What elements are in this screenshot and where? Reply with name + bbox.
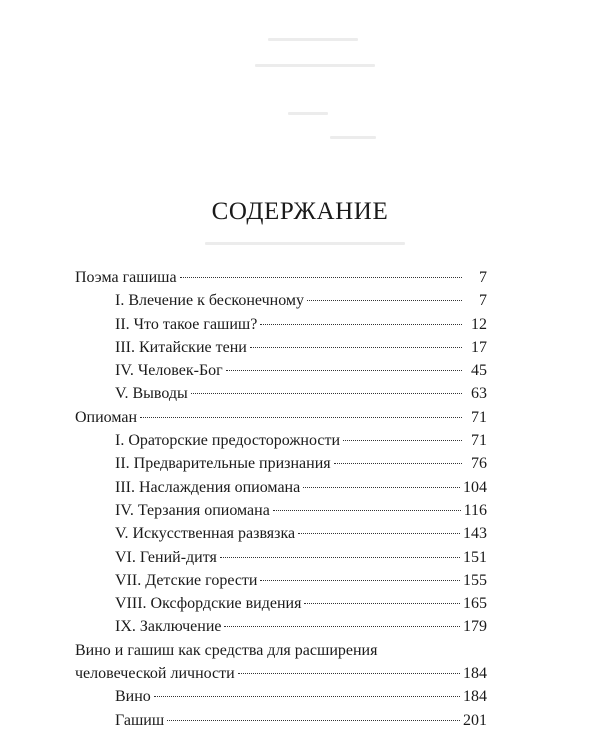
toc-entry bbox=[75, 546, 487, 569]
dot-leader bbox=[180, 277, 462, 278]
toc-entry-page: 7 bbox=[479, 292, 487, 310]
bleed-through-mark bbox=[255, 64, 375, 67]
dot-leader bbox=[154, 696, 460, 697]
toc-entry-title: VI. Гений-дитя bbox=[115, 548, 217, 566]
toc-entry-page: 63 bbox=[471, 385, 487, 403]
toc-entry-title: I. Ораторские предосторожности bbox=[115, 432, 341, 450]
toc-entry-page: 179 bbox=[463, 618, 487, 636]
toc-entry bbox=[75, 429, 487, 452]
toc-entry-title: II. Предварительные признания bbox=[115, 455, 331, 473]
toc-entry-page: 76 bbox=[471, 455, 487, 473]
toc-entry bbox=[75, 476, 487, 499]
toc-entry bbox=[75, 336, 487, 359]
dot-leader bbox=[298, 533, 460, 534]
toc-entry-title: V. Выводы bbox=[115, 385, 188, 403]
toc-entry-title: I. Влечение к бесконечному bbox=[115, 292, 305, 310]
dot-leader bbox=[191, 393, 462, 394]
toc-entry bbox=[75, 289, 487, 312]
bleed-through-mark bbox=[330, 136, 376, 139]
toc-entry-page: 104 bbox=[463, 478, 487, 496]
toc-entry-title: Опиоман bbox=[75, 408, 138, 426]
toc-entry-title-continued: человеческой личности bbox=[75, 665, 235, 683]
toc-entry-title: V. Искусственная развязка bbox=[115, 525, 296, 543]
dot-leader bbox=[273, 510, 461, 511]
toc-entry-title: VII. Детские горести bbox=[115, 571, 258, 589]
dot-leader bbox=[226, 370, 462, 371]
toc-entry bbox=[75, 313, 487, 336]
toc-entry bbox=[75, 452, 487, 475]
dot-leader bbox=[304, 603, 460, 604]
toc-entry-page: 184 bbox=[463, 665, 487, 683]
toc-entry-title: IV. Человек-Бог bbox=[115, 362, 223, 380]
toc-entry-page: 17 bbox=[471, 338, 487, 356]
toc-entry bbox=[75, 266, 487, 289]
dot-leader bbox=[250, 347, 462, 348]
toc-entry bbox=[75, 709, 487, 732]
dot-leader bbox=[343, 440, 462, 441]
toc-entry-title: IV. Терзания опиомана bbox=[115, 501, 270, 519]
toc-entry-title: II. Что такое гашиш? bbox=[115, 315, 258, 333]
toc-entry-title: Поэма гашиша bbox=[75, 269, 177, 286]
table-of-contents bbox=[75, 266, 487, 732]
dot-leader bbox=[167, 720, 460, 721]
toc-entry bbox=[75, 569, 487, 592]
toc-entry-page: 12 bbox=[471, 315, 487, 333]
toc-entry-page: 155 bbox=[463, 571, 487, 589]
toc-entry-title: Вино bbox=[115, 688, 151, 706]
dot-leader bbox=[334, 463, 462, 464]
toc-entry-title: Гашиш bbox=[115, 711, 165, 729]
bleed-through-mark bbox=[288, 112, 328, 115]
toc-entry-page: 165 bbox=[463, 595, 487, 613]
toc-entry bbox=[75, 522, 487, 545]
bleed-through-mark bbox=[205, 242, 405, 245]
dot-leader bbox=[307, 300, 462, 301]
toc-entry-page: 201 bbox=[463, 711, 487, 729]
toc-entry-title: III. Китайские тени bbox=[115, 338, 247, 356]
page-title: СОДЕРЖАНИЕ bbox=[211, 198, 389, 225]
toc-entry-page: 7 bbox=[479, 269, 487, 286]
toc-entry-line1 bbox=[75, 639, 487, 662]
toc-entry-page: 71 bbox=[471, 408, 487, 426]
dot-leader bbox=[303, 487, 460, 488]
dot-leader bbox=[224, 626, 460, 627]
dot-leader bbox=[238, 673, 460, 674]
toc-entry bbox=[75, 615, 487, 638]
toc-entry-page: 151 bbox=[463, 548, 487, 566]
toc-entry-page: 184 bbox=[463, 688, 487, 706]
toc-entry-page: 71 bbox=[471, 432, 487, 450]
toc-entry bbox=[75, 499, 487, 522]
dot-leader bbox=[260, 580, 460, 581]
toc-entry bbox=[75, 685, 487, 708]
toc-entry-title: Вино и гашиш как средства для расширения bbox=[75, 641, 378, 659]
toc-entry-page: 45 bbox=[471, 362, 487, 380]
toc-entry bbox=[75, 359, 487, 382]
toc-entry bbox=[75, 382, 487, 405]
toc-entry bbox=[75, 406, 487, 429]
toc-entry bbox=[75, 662, 487, 685]
bleed-through-mark bbox=[268, 38, 358, 41]
toc-entry-title: VIII. Оксфордские видения bbox=[115, 595, 302, 613]
toc-entry-title: IX. Заключение bbox=[115, 618, 222, 636]
toc-entry-title: III. Наслаждения опиомана bbox=[115, 478, 301, 496]
toc-entry-page: 143 bbox=[463, 525, 487, 543]
dot-leader bbox=[220, 557, 460, 558]
toc-entry bbox=[75, 592, 487, 615]
dot-leader bbox=[140, 417, 462, 418]
toc-entry-page: 116 bbox=[463, 501, 487, 519]
dot-leader bbox=[260, 324, 462, 325]
